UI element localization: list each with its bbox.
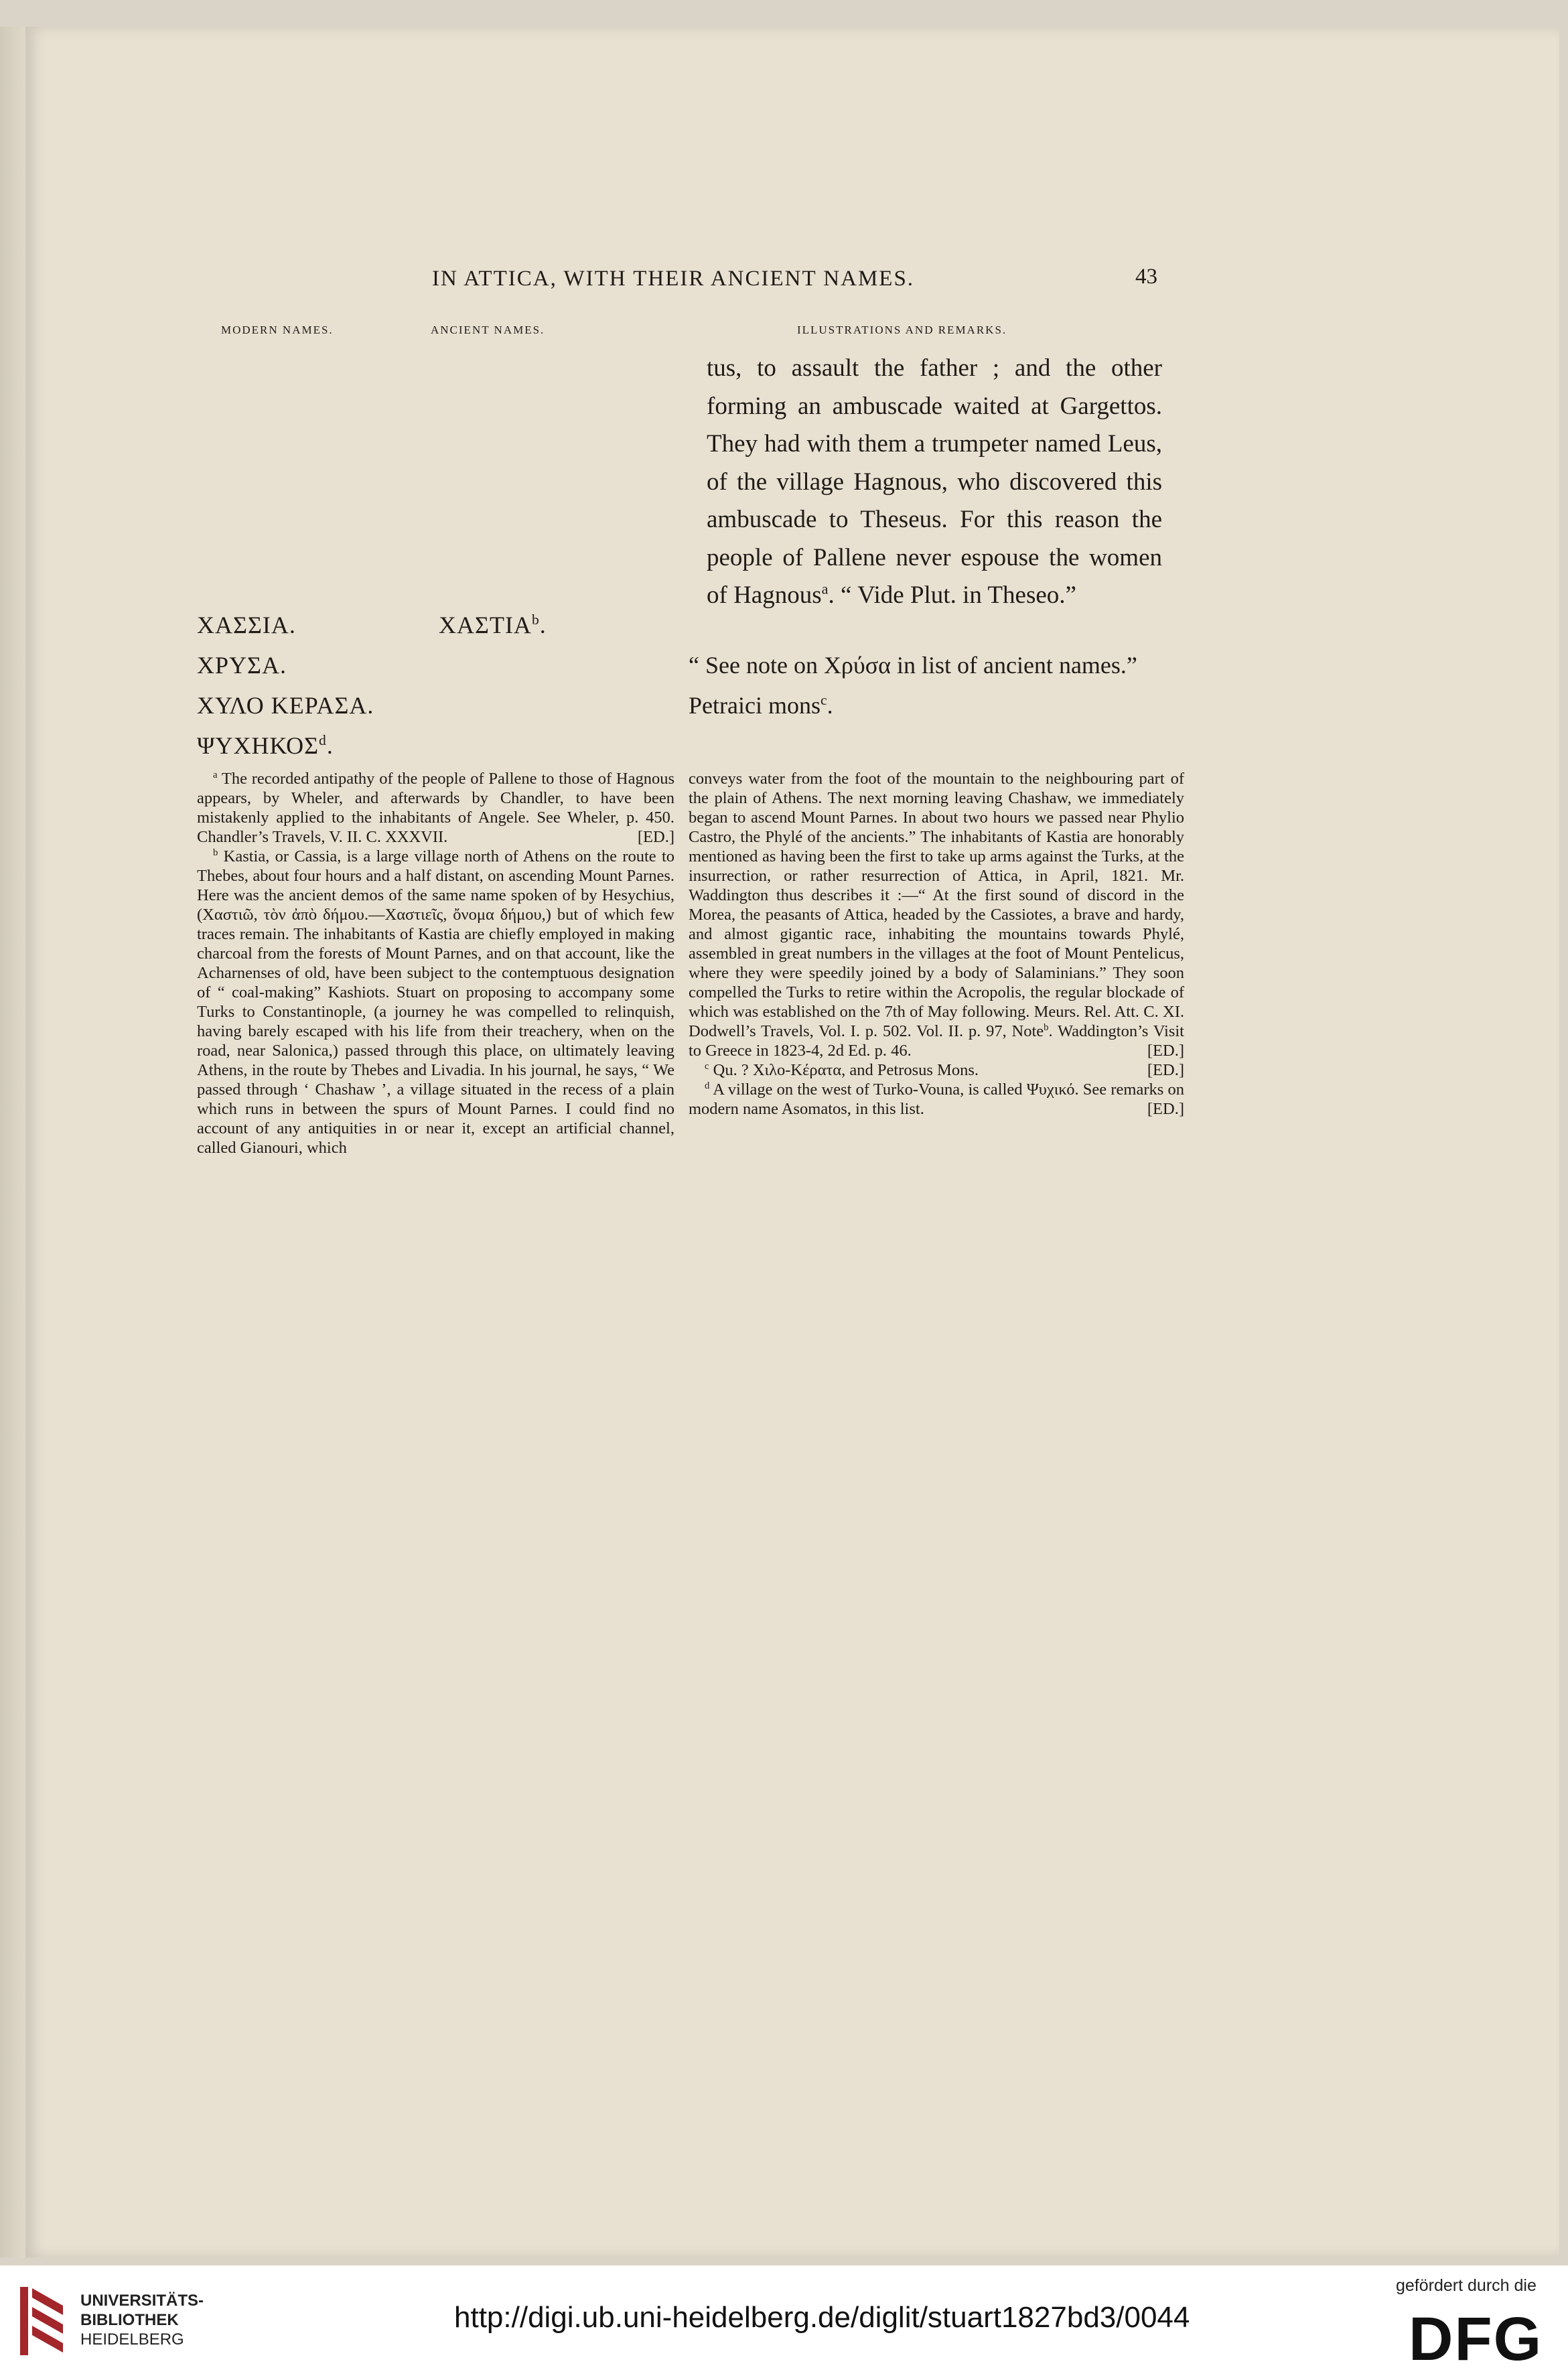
permalink-url[interactable]: http://digi.ub.uni-heidelberg.de/diglit/stuart1827bd3/0044 — [454, 2301, 1190, 2334]
footnotes-right-column — [689, 769, 1184, 1119]
footnote-ref: b — [531, 612, 540, 628]
modern-name-entry: ΨΥΧΗΚΟΣ$^d$. — [197, 732, 334, 759]
book-spine-edge — [0, 27, 25, 2257]
footnote: $^a$ The recorded antipathy of the people of Pallene to those of Hagnous appears, by Wheler, and afterwards by Chandler, to have been mistakenly applied to the inhabitants of Angele. See Wheler, p. 450. Chandler’s Travels, V. II. C. XXXVII. [ED.] — [197, 769, 674, 846]
column-heading-ancient: ANCIENT NAMES. — [431, 324, 545, 336]
remarks-paragraph — [707, 350, 1162, 615]
footnote: $^b$ Kastia, or Cassia, is a large village north of Athens on the route to Thebes, about four hours and a half distant, on ascending Mount Parnes. Here was the ancient demos of the same name spoken of by Hesychius, (Χαστιῶ, τὸν ἀπὸ δήμου.—Χαστιεῖς, ὄνομα δήμου,) but of which few traces remain. The inhabitants of Kastia are chiefly employed in making charcoal from the forests of Mount Parnes, and on that account, like the Acharnenses of old, have been subject to the contemptuous designation of “ coal-making” Kashiots. Stuart on proposing to accompany some Turks to Constantinople, (a journey he was compelled to relinquish, having barely escaped with his life from their treachery, when on the road, near Salonica,) passed through this place, on ultimately leaving Athens, in the route by Thebes and Livadia. In his journal, he says, “ We passed through ‘ Chashaw ’, a village situated in the recess of a plain which runs in between the spurs of Mount Parnes. I could find no account of any antiquities in or near it, except an artificial channel, called Gianouri, which — [197, 847, 674, 1157]
modern-name-entry: ΧΑΣΣΙΑ. — [197, 612, 296, 638]
modern-name-entry: ΧΥΛΟ ΚΕΡΑΣΑ. — [197, 692, 374, 719]
remarks-text: tus, to assault the father ; and the other forming an ambuscade waited at Gargettos. They had with them a trumpeter named Leus, of the village Hagnous, who discovered this ambuscade to Theseus. For this reason the people of Pallene never espouse the women of Hagnous — [707, 354, 1162, 609]
funding-note: gefördert durch die — [1396, 2276, 1537, 2295]
footnote-ref: d — [319, 732, 327, 748]
column-heading-modern: MODERN NAMES. — [221, 324, 334, 336]
footnote-ref: a — [821, 580, 829, 598]
footnotes-left-column — [197, 769, 674, 1158]
running-title: IN ATTICA, WITH THEIR ANCIENT NAMES. — [432, 267, 915, 291]
remark-entry: Petraici mons$^c$. — [689, 692, 833, 719]
university-library-logo-icon — [19, 2286, 66, 2357]
modern-name-entry: ΧΡΥΣΑ. — [197, 652, 287, 679]
footnote-ref: c — [820, 692, 827, 708]
dfg-logo: DFG — [1409, 2305, 1543, 2373]
ancient-name-entry: ΧΑΣΤΙΑ$^b$. — [439, 612, 547, 638]
footnote: $^d$ A village on the west of Turko-Vouna, is called Ψυχικό. See remarks on modern name Asomatos, in this list. [ED.] — [689, 1080, 1184, 1118]
remark-entry: “ See note on Χρύσα in list of ancient names.” — [689, 652, 1137, 679]
remarks-text-tail: . “ Vide Plut. in Theseo.” — [828, 581, 1076, 609]
footnote: $^c$ Qu. ? Χιλο-Κέρατα, and Petrosus Mons. [ED.] — [705, 1060, 1184, 1079]
footnote-continuation: conveys water from the foot of the mountain to the neighbouring part of the plain of Athens. The next morning leaving Chashaw, we immediately began to ascend Mount Parnes. In about two hours we passed near Phylio Castro, the Phylé of the ancients.” The inhabitants of Kastia are honorably mentioned as having been the first to take up arms against the Turks, at the insurrection, or rather resurrection of Attica, in April, 1821. Mr. Waddington thus describes it :—“ At the first sound of discord in the Morea, the peasants of Attica, headed by the Cassiotes, a brave and hardy, and almost gigantic race, inhabiting the mountains towards Phylé, assembled in great numbers in the villages at the foot of Mount Pentelicus, where they were speedily joined by a body of Salaminians.” They soon compelled the Turks to retire within the Acropolis, the regular blockade of which was established on the 7th of May following. Meurs. Rel. Att. C. XI. Dodwell’s Travels, Vol. I. p. 502. Vol. II. p. 97, Note$^b$. Waddington’s Visit to Greece in 1823-4, 2d Ed. p. 46. [ED.] — [689, 770, 1184, 1060]
column-heading-illustrations: ILLUSTRATIONS AND REMARKS. — [797, 324, 1007, 336]
library-name: UNIVERSITÄTS- BIBLIOTHEK HEIDELBERG — [80, 2292, 204, 2349]
page-number: 43 — [1135, 265, 1157, 289]
